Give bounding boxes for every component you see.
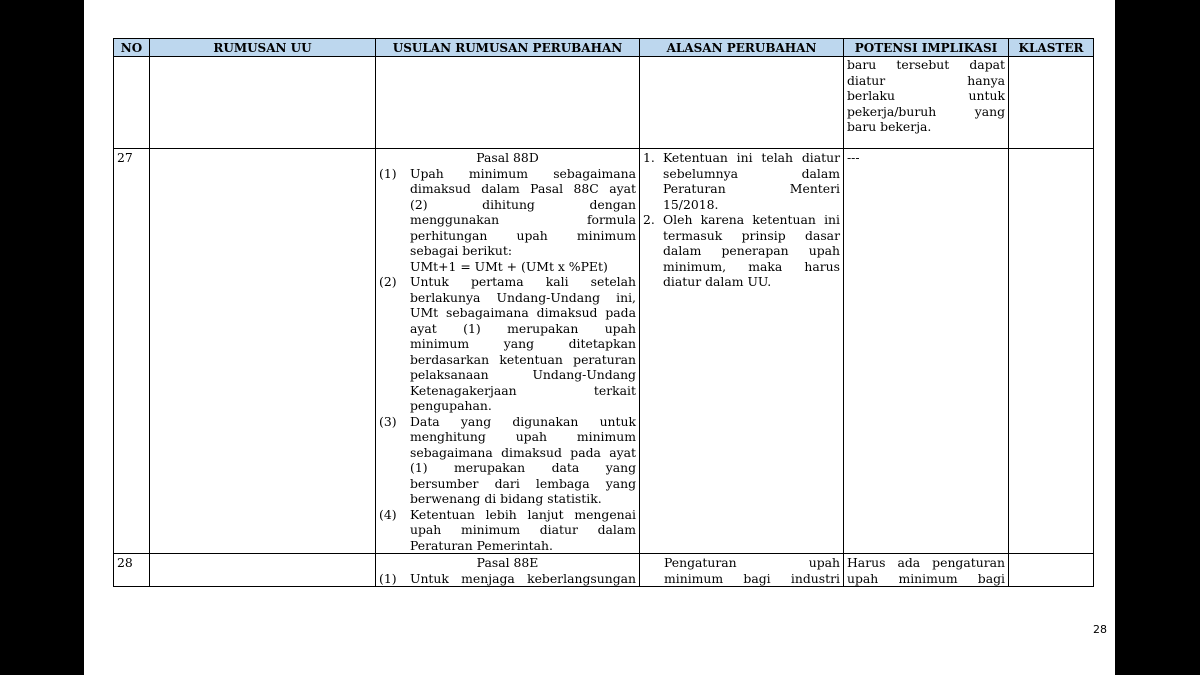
header-usulan-rumusan: USULAN RUMUSAN PERUBAHAN <box>376 39 640 57</box>
ayat-item: (1) Upah minimum sebagaimana dimaksud dalam Pasal 88C ayat (2) dihitung dengan menggunakan formula perhitungan upah minimum sebagai berikut: UMt+1 = UMt + (UMt x %PEt) <box>379 165 636 274</box>
ayat-item: (3) Data yang digunakan untuk menghitung upah minimum sebagaimana dimaksud pada ayat (1) merupakan data yang bersumber dari lembaga yang berwenang di bidang statistik. <box>379 413 636 506</box>
cell-no <box>114 57 150 149</box>
cell-no: 28 <box>114 554 150 587</box>
ayat-number: (4) <box>379 506 397 522</box>
cell-alasan <box>640 149 844 554</box>
cell-rumusan <box>150 57 376 149</box>
alasan-number: 2. <box>643 212 655 227</box>
potensi-line: berlaku untuk <box>847 88 1005 103</box>
ayat-item: (1) Untuk menjaga keberlangsungan <box>379 570 636 586</box>
pasal-title: Pasal 88D <box>476 150 539 165</box>
header-klaster: KLASTER <box>1009 39 1094 57</box>
cell-potensi: Harus ada pengaturan upah minimum bagi <box>844 554 1009 587</box>
ayat-number: (1) <box>379 165 397 181</box>
header-alasan-perubahan: ALASAN PERUBAHAN <box>640 39 844 57</box>
comparison-table <box>113 38 1094 587</box>
header-no: NO <box>114 39 150 57</box>
table-row <box>114 149 1094 554</box>
cell-potensi <box>844 57 1009 149</box>
page-number: 28 <box>1093 623 1107 636</box>
cell-alasan: Pengaturan upah minimum bagi industri <box>640 554 844 587</box>
cell-usulan <box>376 149 640 554</box>
table-header-row <box>114 39 1094 57</box>
ayat-item: (4) Ketentuan lebih lanjut mengenai upah minimum diatur dalam Peraturan Pemerintah. <box>379 506 636 553</box>
cell-alasan <box>640 57 844 149</box>
table-row <box>114 57 1094 149</box>
potensi-line: baru bekerja. <box>847 119 932 134</box>
header-rumusan-uu: RUMUSAN UU <box>150 39 376 57</box>
cell-rumusan <box>150 554 376 587</box>
alasan-number: 1. <box>643 150 655 165</box>
ayat-number: (1) <box>379 570 397 586</box>
potensi-line: pekerja/buruh yang <box>847 103 1005 119</box>
cell-rumusan <box>150 149 376 554</box>
potensi-line: baru tersebut dapat <box>847 57 1005 72</box>
ayat-item: (2) Untuk pertama kali setelah berlakunya Undang-Undang ini, UMt sebagaimana dimaksud pada ayat (1) merupakan upah minimum yang ditetapkan berdasarkan ketentuan peraturan pelaksanaan Undang-Undang Ketenagakerjaan terkait pengupahan. <box>379 274 636 413</box>
table-row <box>114 554 1094 587</box>
cell-klaster <box>1009 57 1094 149</box>
header-potensi-implikasi: POTENSI IMPLIKASI <box>844 39 1009 57</box>
cell-potensi: --- <box>844 149 1009 554</box>
alasan-item: 2. Oleh karena ketentuan ini termasuk prinsip dasar dalam penerapan upah minimum, maka harus diatur dalam UU. <box>643 212 840 289</box>
cell-klaster <box>1009 149 1094 554</box>
cell-usulan <box>376 554 640 587</box>
formula: UMt+1 = UMt + (UMt x %PEt) <box>410 258 608 274</box>
document-page <box>84 0 1115 675</box>
ayat-number: (2) <box>379 274 397 289</box>
cell-no: 27 <box>114 149 150 554</box>
ayat-number: (3) <box>379 413 397 429</box>
potensi-line: diatur hanya <box>847 72 1005 88</box>
alasan-item: 1. Ketentuan ini telah diatur sebelumnya dalam Peraturan Menteri 15/2018. <box>643 150 840 212</box>
pasal-title: Pasal 88E <box>476 555 539 570</box>
cell-usulan <box>376 57 640 149</box>
cell-klaster <box>1009 554 1094 587</box>
